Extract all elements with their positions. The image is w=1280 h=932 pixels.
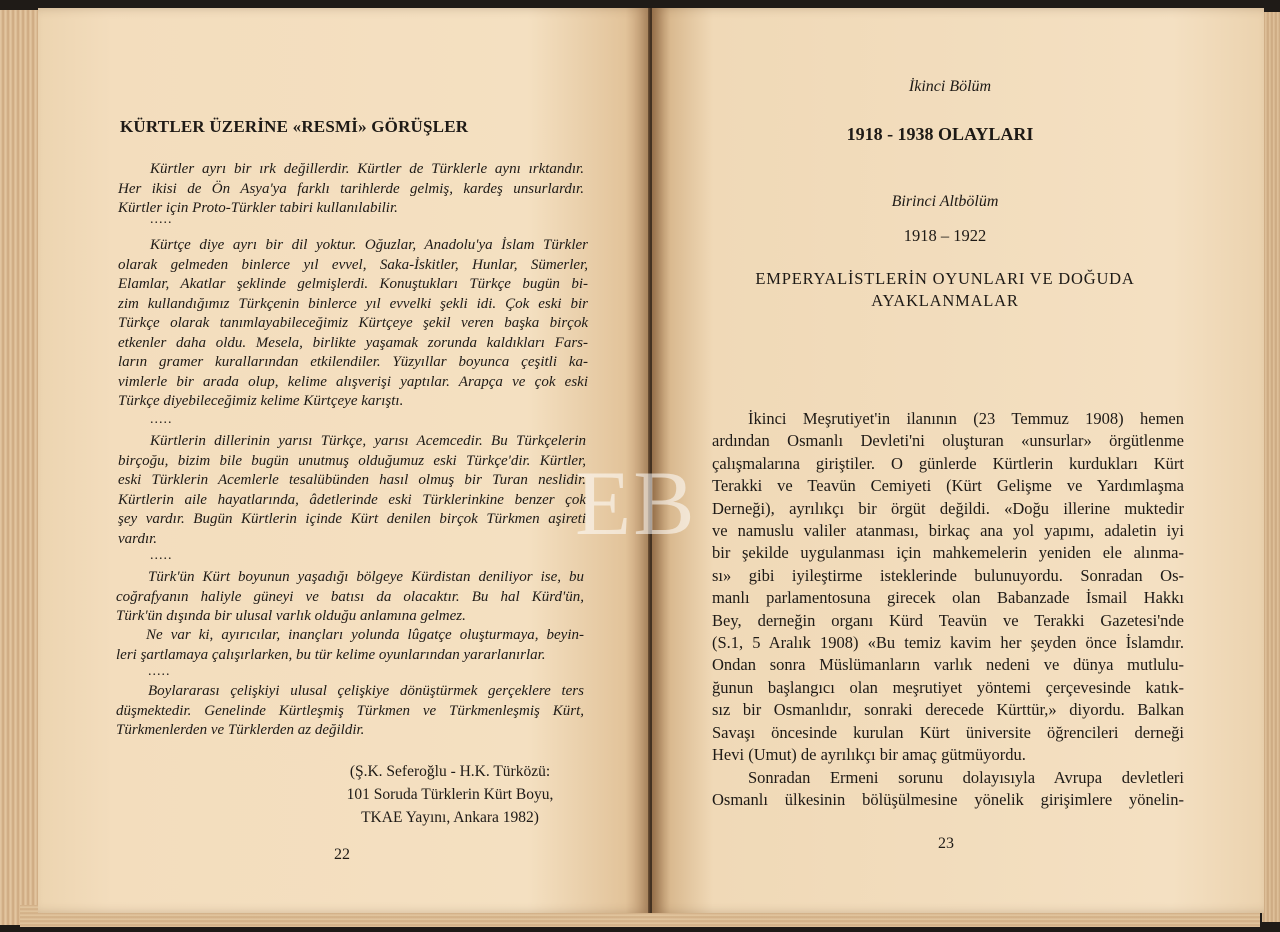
- quote-line: Kürtler ayrı bir ırk değillerdir. Kürtler de Türklerle aynı ırktandır.: [150, 161, 584, 177]
- subchapter-years: 1918 – 1922: [903, 226, 987, 245]
- citation: [300, 760, 600, 829]
- separator-dots: .....: [150, 412, 173, 427]
- quote-line: Türk'ün dışında bir ulusal varlık olduğu anlamına gelmez.: [116, 608, 466, 624]
- body-line: (S.1, 5 Aralık 1908) «Bu temiz kavim her şeyden önce İslamdır.: [712, 633, 1184, 653]
- quote-line: Kürtçe diye ayrı bir dil yoktur. Oğuzlar, Anadolu'ya İslam Türkler: [150, 237, 588, 253]
- quote-line: Ne var ki, ayırıcılar, inançları yolunda lûgatçe oluşturmaya, beyin-: [146, 627, 584, 643]
- body-line: manlı parlamentosuna girecek olan Babanzade İsmail Hakkı: [712, 588, 1184, 608]
- body-line: Bey, derneğin organı Kürd Teavün ve Terakki Gazetesi'nde: [712, 610, 1184, 630]
- body-line: sı» gibi iyileştirme isteklerinde bulunuyordu. Sonradan Os-: [712, 565, 1184, 585]
- quote-line: Her ikisi de Ön Asya'ya farklı tarihlerde gelmiş, kardeş unsurlardır.: [118, 180, 584, 197]
- quote-block-1: [118, 160, 584, 219]
- quote-line: birçoğu, bizim bile bugün unutmuş olduğumuz eski Türkçe'dir. Kürtler,: [118, 452, 586, 469]
- body-line: ve namuslu valiler atanması, birkaç ana yol yapımı, adaletin iyi: [712, 521, 1184, 541]
- quote-line: Türk'ün Kürt boyunun yaşadığı bölgeye Kürdistan deniliyor ise, bu: [148, 569, 584, 585]
- quote-block-6: [116, 682, 584, 741]
- body-line: Sonradan Ermeni sorunu dolayısıyla Avrupa devletleri: [748, 767, 1184, 787]
- body-line: Savaşı öncesinde kurulan Kürt üniversite öğrencileri derneği: [712, 722, 1184, 742]
- quote-line: etkenler daha oldu. Mesela, birlikte yaşamak zorunda kaldıkları Fars-: [118, 334, 588, 351]
- quote-line: vimlerle bir arada olup, kelime alışverişi yaptılar. Arapça ve çok eski: [118, 373, 588, 390]
- body-line: Ondan sonra Müslümanların varlık nedeni ve dünya mutlulu-: [712, 655, 1184, 675]
- quote-block-3: [118, 432, 586, 549]
- quote-block-2: [118, 236, 588, 412]
- quote-line: eski Türklerin Acemlerle tesalübünden hasıl olmuş bir Turan neslidir.: [118, 472, 586, 488]
- body-line: bir şekilde uygulanması için mahkemelerin yeniden ele alınma-: [712, 543, 1184, 563]
- quote-line: vardır.: [118, 530, 158, 547]
- right-page-edges: [1262, 12, 1280, 922]
- quote-line: ların gramer kurallarından etkilendiler. Yüzyıllar boyunca çeşitli ka-: [118, 354, 588, 370]
- left-page-number: 22: [334, 846, 350, 863]
- quote-line: Kürtlerin aile hayatlarında, âdetlerinde eski Türklerinkine benzer çok: [118, 491, 586, 508]
- citation-line: 101 Soruda Türklerin Kürt Boyu,: [346, 786, 554, 803]
- quote-line: zim kullandığımız Türkçenin binlerce yıl evvelki şekli idi. Çok eski bir: [118, 295, 588, 312]
- quote-line: Boylararası çelişkiyi ulusal çelişkiye dönüştürmek gerçeklere ters: [148, 683, 584, 699]
- separator-dots: .....: [150, 548, 173, 563]
- left-page-heading: KÜRTLER ÜZERİNE «RESMİ» GÖRÜŞLER: [120, 117, 469, 136]
- body-line: ardından Osmanlı Devleti'ni oluşturan «unsurlar» örgütlenme: [712, 431, 1184, 451]
- body-line: sız bir Osmanlıdır, sonraki derecede Kürttür,» diyordu. Balkan: [712, 700, 1184, 720]
- chapter-title: 1918 - 1938 OLAYLARI: [846, 124, 1034, 144]
- body-text: [712, 408, 1184, 811]
- separator-dots: .....: [148, 664, 171, 679]
- quote-line: Elamlar, Akatlar şeklinde gelmişlerdi. Konuştukları Türkçe bugün bi-: [118, 276, 588, 292]
- quote-block-4: [116, 568, 584, 627]
- section-headline: [700, 268, 1190, 312]
- quote-line: Türkçe diyebileceğimiz kelime Kürtçeye karıştı.: [118, 393, 404, 409]
- citation-line: (Ş.K. Seferoğlu - H.K. Türközü:: [349, 763, 551, 780]
- body-line: ğunun başlangıcı olan meşrutiyet yöntemi çerçevesinde katık-: [712, 677, 1184, 697]
- right-page-number: 23: [938, 835, 954, 852]
- headline-line: EMPERYALİSTLERİN OYUNLARI VE DOĞUDA: [755, 269, 1135, 288]
- body-line: Derneği), ayrılıkçı bir örgüt değildi. «Doğu illerine muktedir: [712, 498, 1184, 518]
- separator-dots: .....: [150, 212, 173, 227]
- body-line: Hevi (Umut) de ayrılıkçı bir amaç gütmüyordu.: [712, 745, 1026, 765]
- body-line: Terakki ve Teavün Cemiyeti (Kürt Gelişme ve Yardımlaşma: [712, 476, 1184, 496]
- chapter-label: İkinci Bölüm: [908, 78, 992, 95]
- body-line: Osmanlı ülkesinin bölüşülmesine yönelik girişimlere yönelin-: [712, 789, 1184, 809]
- quote-line: olarak gelmeden binlerce yıl evvel, Saka-İskitler, Hunlar, Sümerler,: [118, 256, 588, 273]
- quote-line: düşmektedir. Genelinde Kürtleşmiş Türkmen ve Türkmenleşmiş Kürt,: [116, 702, 584, 719]
- quote-line: Türkmenlerden ve Türklerden az değildir.: [116, 722, 365, 738]
- quote-line: leri şartlamaya çalışırlarken, bu tür kelime oyunlarından yararlanırlar.: [116, 646, 546, 663]
- quote-line: Kürtlerin dillerinin yarısı Türkçe, yarısı Acemcedir. Bu Türkçelerin: [150, 433, 586, 449]
- subchapter-label: Birinci Altbölüm: [891, 193, 999, 210]
- quote-line: coğrafyanın haliyle güneyi ve batısı da olacaktır. Bu hal Kürd'ün,: [116, 588, 584, 605]
- citation-line: TKAE Yayını, Ankara 1982): [361, 809, 539, 826]
- quote-line: şey vardır. Bugün Kürtlerin içinde Kürt denilen birçok Türkmen aşireti: [118, 511, 586, 527]
- headline-line: AYAKLANMALAR: [871, 291, 1019, 310]
- quote-line: Kürtler için Proto-Türkler tabiri kullanılabilir.: [118, 200, 398, 216]
- watermark: EB: [575, 452, 697, 554]
- body-line: İkinci Meşrutiyet'in ilanının (23 Temmuz 1908) hemen: [748, 409, 1184, 428]
- quote-line: Türkçe olarak tanımlayabileceğimiz Kürtçeye şekil veren başka birçok: [118, 315, 588, 331]
- body-line: çalışmalarına giriştiler. O günlerde Kürtlerin kurdukları Kürt: [712, 453, 1184, 473]
- quote-block-5: [116, 626, 584, 665]
